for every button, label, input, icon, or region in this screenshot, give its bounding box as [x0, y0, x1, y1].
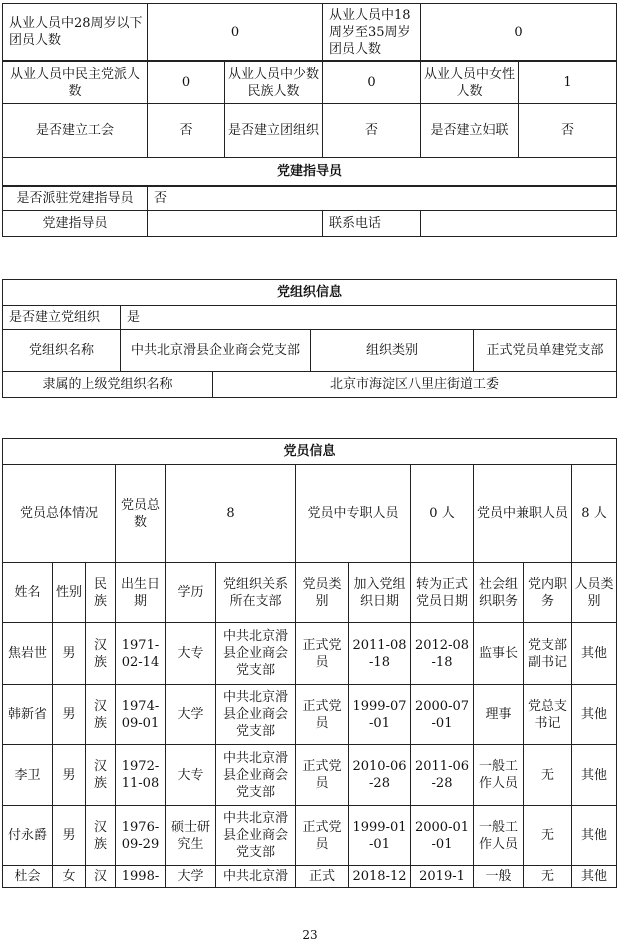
cell-ethnicity: 汉族 — [86, 685, 116, 745]
instructor-section-header: 党建指导员 — [3, 158, 617, 186]
cell-name: 付永爵 — [3, 806, 53, 866]
cell-education: 大学 — [166, 866, 216, 888]
cell-full-date: 2019-1 — [411, 866, 474, 888]
cell-branch: 中共北京滑县企业商会党支部 — [216, 806, 296, 866]
col-gender: 性别 — [53, 563, 86, 623]
value-fulltime-members: 0 人 — [411, 465, 474, 563]
table-row — [3, 806, 617, 866]
col-education: 学历 — [166, 563, 216, 623]
cell-ethnicity: 汉族 — [86, 806, 116, 866]
label-ethnic-minority: 从业人员中少数民族人数 — [225, 62, 323, 104]
col-person-type: 人员类别 — [572, 563, 617, 623]
cell-member-type: 正式党员 — [296, 745, 349, 806]
party-org-table — [2, 279, 617, 398]
cell-member-type: 正式 — [296, 866, 349, 888]
table-row — [3, 866, 617, 888]
cell-full-date: 2012-08-18 — [411, 623, 474, 685]
cell-full-date: 2000-07-01 — [411, 685, 474, 745]
instructor-table — [2, 186, 617, 237]
cell-education: 大专 — [166, 623, 216, 685]
col-branch: 党组织关系所在支部 — [216, 563, 296, 623]
cell-party-position: 党总支书记 — [524, 685, 572, 745]
table-row — [3, 685, 617, 745]
cell-ethnicity: 汉族 — [86, 745, 116, 806]
label-league-18-35: 从业人员中18周岁至35周岁团员人数 — [323, 4, 421, 61]
cell-member-type: 正式党员 — [296, 623, 349, 685]
value-party-org-established: 是 — [121, 306, 617, 330]
cell-person-type: 其他 — [572, 745, 617, 806]
label-union: 是否建立工会 — [3, 104, 148, 158]
col-social-position: 社会组织职务 — [474, 563, 524, 623]
cell-full-date: 2000-01-01 — [411, 806, 474, 866]
label-org-type: 组织类别 — [311, 330, 474, 372]
value-instructor-assigned: 否 — [148, 187, 617, 211]
label-parttime-members: 党员中兼职人员 — [474, 465, 572, 563]
cell-birthdate: 1976-09-29 — [116, 806, 166, 866]
value-league-18-35: 0 — [421, 4, 617, 61]
cell-party-position: 党支部副书记 — [524, 623, 572, 685]
value-union: 否 — [148, 104, 225, 158]
label-members-total: 党员总数 — [116, 465, 166, 563]
cell-gender: 男 — [53, 745, 86, 806]
cell-name: 杜会 — [3, 866, 53, 888]
cell-member-type: 正式党员 — [296, 685, 349, 745]
col-birthdate: 出生日期 — [116, 563, 166, 623]
value-superior-org: 北京市海淀区八里庄街道工委 — [213, 372, 617, 398]
cell-member-type: 正式党员 — [296, 806, 349, 866]
label-instructor: 党建指导员 — [3, 211, 148, 237]
cell-education: 硕士研究生 — [166, 806, 216, 866]
label-members-overview: 党员总体情况 — [3, 465, 116, 563]
party-org-header: 党组织信息 — [3, 280, 617, 306]
value-members-total: 8 — [166, 465, 296, 563]
value-democratic-party: 0 — [148, 62, 225, 104]
label-young-league-28: 从业人员中28周岁以下团员人数 — [3, 4, 148, 61]
cell-person-type: 其他 — [572, 685, 617, 745]
label-instructor-assigned: 是否派驻党建指导员 — [3, 187, 148, 211]
cell-party-position: 无 — [524, 806, 572, 866]
cell-gender: 男 — [53, 623, 86, 685]
cell-ethnicity: 汉族 — [86, 623, 116, 685]
cell-gender: 男 — [53, 806, 86, 866]
cell-party-position: 无 — [524, 866, 572, 888]
col-member-type: 党员类别 — [296, 563, 349, 623]
label-democratic-party: 从业人员中民主党派人数 — [3, 62, 148, 104]
col-join-date: 加入党组织日期 — [349, 563, 411, 623]
cell-birthdate: 1974-09-01 — [116, 685, 166, 745]
label-phone: 联系电话 — [323, 211, 421, 237]
label-fulltime-members: 党员中专职人员 — [296, 465, 411, 563]
cell-branch: 中共北京滑县企业商会党支部 — [216, 745, 296, 806]
value-league: 否 — [323, 104, 421, 158]
cell-join-date: 2018-12 — [349, 866, 411, 888]
col-party-position: 党内职务 — [524, 563, 572, 623]
cell-ethnicity: 汉 — [86, 866, 116, 888]
cell-gender: 男 — [53, 685, 86, 745]
cell-social-position: 理事 — [474, 685, 524, 745]
col-full-date: 转为正式党员日期 — [411, 563, 474, 623]
cell-person-type: 其他 — [572, 806, 617, 866]
cell-name: 李卫 — [3, 745, 53, 806]
cell-name: 韩新省 — [3, 685, 53, 745]
value-party-org-name: 中共北京滑县企业商会党支部 — [121, 330, 311, 372]
members-header: 党员信息 — [3, 439, 617, 465]
label-women-federation: 是否建立妇联 — [421, 104, 519, 158]
cell-social-position: 监事长 — [474, 623, 524, 685]
cell-join-date: 2011-08-18 — [349, 623, 411, 685]
cell-social-position: 一般工作人员 — [474, 806, 524, 866]
col-name: 姓名 — [3, 563, 53, 623]
cell-party-position: 无 — [524, 745, 572, 806]
label-superior-org: 隶属的上级党组织名称 — [3, 372, 213, 398]
organization-stats-table-2 — [2, 61, 617, 186]
table-row — [3, 745, 617, 806]
organization-stats-table — [2, 3, 617, 61]
label-party-org-established: 是否建立党组织 — [3, 306, 121, 330]
value-parttime-members: 8 人 — [572, 465, 617, 563]
cell-join-date: 1999-07-01 — [349, 685, 411, 745]
members-table — [2, 438, 617, 888]
cell-name: 焦岩世 — [3, 623, 53, 685]
cell-gender: 女 — [53, 866, 86, 888]
col-ethnicity: 民族 — [86, 563, 116, 623]
page-number: 23 — [302, 928, 318, 942]
table-row — [3, 623, 617, 685]
cell-full-date: 2011-06-28 — [411, 745, 474, 806]
value-female: 1 — [519, 62, 617, 104]
value-ethnic-minority: 0 — [323, 62, 421, 104]
cell-join-date: 1999-01-01 — [349, 806, 411, 866]
cell-person-type: 其他 — [572, 623, 617, 685]
cell-birthdate: 1998- — [116, 866, 166, 888]
value-women-federation: 否 — [519, 104, 617, 158]
value-org-type: 正式党员单建党支部 — [474, 330, 617, 372]
cell-social-position: 一般 — [474, 866, 524, 888]
cell-birthdate: 1971-02-14 — [116, 623, 166, 685]
cell-branch: 中共北京滑县企业商会党支部 — [216, 685, 296, 745]
value-young-league-28: 0 — [148, 4, 323, 61]
value-instructor — [148, 211, 323, 237]
cell-education: 大专 — [166, 745, 216, 806]
cell-person-type: 其他 — [572, 866, 617, 888]
cell-education: 大学 — [166, 685, 216, 745]
cell-branch: 中共北京滑县企业商会党支部 — [216, 623, 296, 685]
value-phone — [421, 211, 617, 237]
cell-social-position: 一般工作人员 — [474, 745, 524, 806]
label-league: 是否建立团组织 — [225, 104, 323, 158]
label-female: 从业人员中女性人数 — [421, 62, 519, 104]
cell-branch: 中共北京滑 — [216, 866, 296, 888]
cell-join-date: 2010-06-28 — [349, 745, 411, 806]
cell-birthdate: 1972-11-08 — [116, 745, 166, 806]
label-party-org-name: 党组织名称 — [3, 330, 121, 372]
